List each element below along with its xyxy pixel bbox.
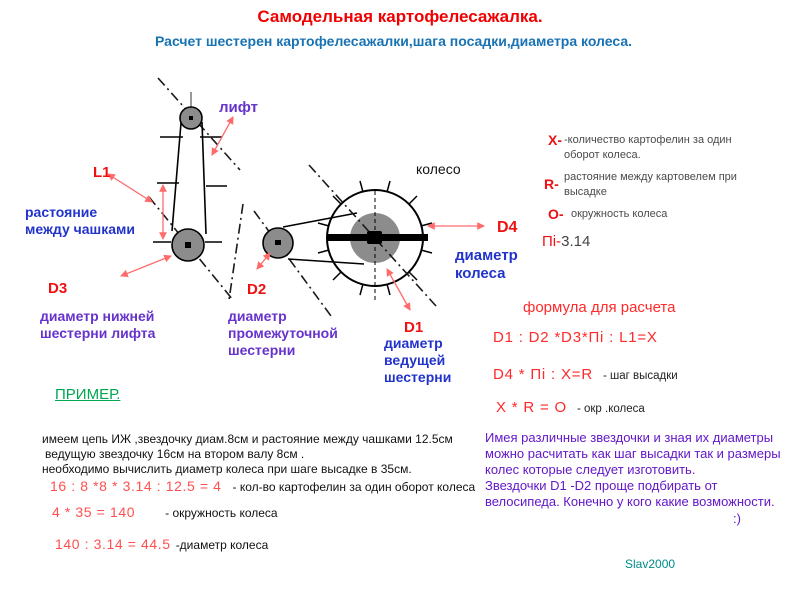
d4-label: D4 <box>497 219 518 236</box>
dimension-arrows <box>108 117 484 310</box>
formula-2: D4 * Пi : X=R <box>493 366 593 383</box>
belt-left <box>172 123 181 231</box>
spoke <box>318 250 329 253</box>
pi-symbol: Пi- <box>542 233 562 250</box>
calc-3: 140 : 3.14 = 44.5 <box>55 536 171 552</box>
formula-3: X * R = O <box>496 399 567 416</box>
cup-spacing-label: растояние между чашками <box>25 204 135 238</box>
calc-row-3 <box>55 536 268 554</box>
conclusion-line-2: можно расчитать как шаг высадки так и размеры <box>485 446 781 461</box>
d1-label: D1 <box>404 319 424 336</box>
wheel-label: колесо <box>416 161 461 177</box>
spoke <box>409 272 417 280</box>
calc-row-2 <box>52 504 278 522</box>
page-title: Самодельная картофелесажалка. <box>257 7 543 26</box>
pi-line <box>542 233 590 251</box>
legend-o-symbol: O- <box>548 206 564 222</box>
calc-2-note: - окружность колеса <box>165 506 278 520</box>
calc-1: 16 : 8 *8 * 3.14 : 12.5 = 4 <box>50 478 222 494</box>
spoke <box>409 196 417 204</box>
legend-x-symbol: X- <box>548 132 562 148</box>
formula-1: D1 : D2 *D3*Пi : L1=X <box>493 329 658 346</box>
dashdot-middle-left <box>229 204 243 300</box>
formula-2-row <box>493 366 678 384</box>
legend-r-symbol: R- <box>544 176 559 192</box>
conclusion-line-3: колес которые следует изготовить. <box>485 462 696 477</box>
lift-label: лифт <box>219 99 259 116</box>
l1-label: L1 <box>93 164 111 181</box>
calc-row-1 <box>50 478 475 496</box>
conclusion-line-4: Звездочки D1 -D2 проще подбирать от <box>485 478 718 493</box>
calc-1-note: - кол-во картофелин за один оборот колеса <box>232 480 476 494</box>
spoke <box>318 223 329 226</box>
legend-x-desc: -количество картофелин за один оборот колеса. <box>564 134 732 161</box>
d3-label: D3 <box>48 280 68 297</box>
calc-2: 4 * 35 = 140 <box>52 504 136 520</box>
formula-2-note: - шаг высадки <box>602 370 678 382</box>
cup-ticks <box>153 137 227 242</box>
example-line-2: ведущую звездочку 16см на втором валу 8см . <box>45 447 305 461</box>
example-line-1: имеем цепь ИЖ ,звездочку диам.8см и растояние между чашками 12.5см <box>42 432 453 446</box>
top-pulley-hub <box>189 116 193 120</box>
calc-3-note: -диаметр колеса <box>175 538 269 552</box>
conclusion-line-1: Имея различные звездочки и зная их диаметры <box>485 430 774 445</box>
d3-desc: диаметр нижней шестерни лифта <box>40 308 156 342</box>
legend-r-desc: растояние между картовелем при высадке <box>564 171 737 198</box>
example-heading: ПРИМЕР. <box>55 386 121 403</box>
lift-arrow <box>212 117 233 155</box>
formula-heading: формула для расчета <box>523 299 676 316</box>
d3-arrow <box>121 256 171 276</box>
legend-o-desc: окружность колеса <box>571 208 668 220</box>
d2-arrow <box>257 253 270 269</box>
d4-desc: диаметр колеса <box>455 247 518 283</box>
spoke <box>387 284 390 295</box>
pi-value: 3.14 <box>561 233 591 250</box>
formula-3-row <box>496 399 645 417</box>
wheel-assembly <box>283 165 436 306</box>
bottom-pulley-hub <box>185 242 191 248</box>
d2-gear-hub <box>275 240 281 245</box>
spoke <box>387 181 390 192</box>
spoke <box>360 181 363 192</box>
lift-assembly <box>153 92 227 261</box>
page-subtitle: Расчет шестерен картофелесажалки,шага посадки,диаметра колеса. <box>155 33 632 49</box>
belt-right <box>202 122 206 234</box>
example-line-3: необходимо вычислить диаметр колеса при шаге высадке в 35см. <box>42 462 412 476</box>
spoke <box>360 284 363 295</box>
author-signature: Slav2000 <box>625 557 676 571</box>
spoke <box>421 250 432 253</box>
formula-3-note: - окр .колеса <box>576 403 645 415</box>
axle-hub <box>367 231 382 244</box>
dashdot-d2-gear <box>254 211 331 316</box>
conclusion-smiley: :) <box>733 511 741 526</box>
spoke <box>333 272 341 280</box>
conclusion-line-5: велосипеда. Конечно у кого какие возможности. <box>485 494 775 509</box>
d2-desc: диаметр промежуточной шестерни <box>228 308 338 359</box>
d2-label: D2 <box>247 281 267 298</box>
d1-desc: диаметр ведущей шестерни <box>384 335 452 386</box>
l1-arrow <box>108 174 152 202</box>
